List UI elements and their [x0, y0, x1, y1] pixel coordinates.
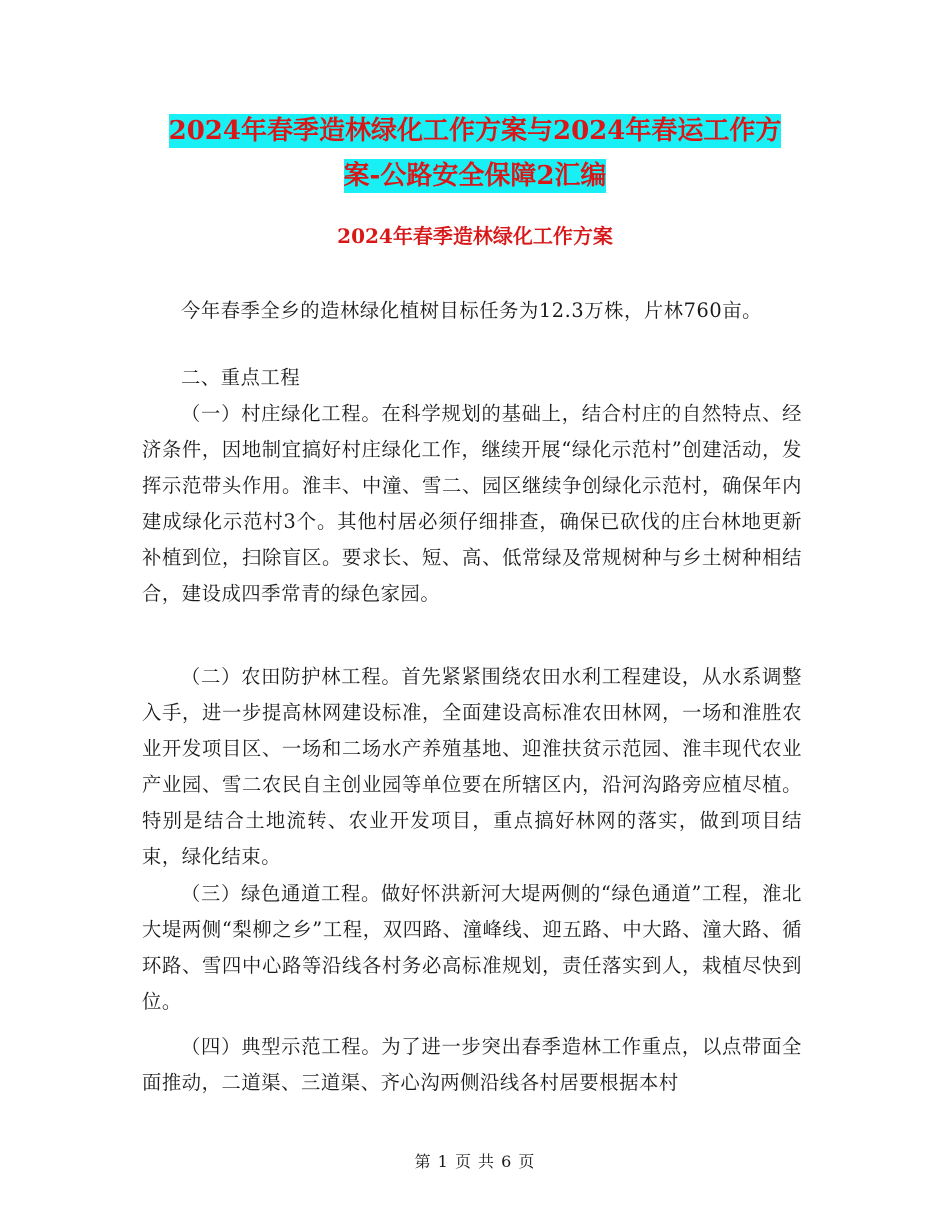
- paragraph-intro: 今年春季全乡的造林绿化植树目标任务为12.3万株，片林760亩。: [181, 299, 762, 322]
- title-highlight-1: 2024年春季造林绿化工作方案与2024年春运工作方: [168, 116, 782, 146]
- document-title-line-2: [0, 153, 950, 199]
- document-title-line-1: [0, 108, 950, 154]
- paragraph-farmland-shelterbelt: （二）农田防护林工程。首先紧紧围绕农田水利工程建设，从水系调整入手，进一步提高林网建设标准，全面建设高标准农田林网，一场和淮胜农业开发项目区、一场和二场水产养殖基地、迎淮扶贫示范园、淮丰现代农业产业园、雪二农民自主创业园等单位要在所辖区内，沿河沟路旁应植尽植。特别是结合土地流转、农业开发项目，重点搞好林网的落实，做到项目结束，绿化结束。: [142, 665, 802, 868]
- paragraph-demonstration: （四）典型示范工程。为了进一步突出春季造林工作重点，以点带面全面推动，二道渠、三道渠、齐心沟两侧沿线各村居要根据本村: [142, 1035, 802, 1094]
- page-footer: 第 1 页 共 6 页: [414, 1152, 536, 1171]
- paragraph-green-corridor: （三）绿色通道工程。做好怀洪新河大堤两侧的“绿色通道”工程，淮北大堤两侧“梨柳之乡”工程，双四路、潼峰线、迎五路、中大路、潼大路、循环路、雪四中心路等沿线各村务必高标准规划，责任落实到人，栽植尽快到位。: [142, 882, 802, 1013]
- paragraph-village-greening: （一）村庄绿化工程。在科学规划的基础上，结合村庄的自然特点、经济条件，因地制宜搞好村庄绿化工作，继续开展“绿化示范村”创建活动，发挥示范带头作用。淮丰、中潼、雪二、园区继续争创绿化示范村，确保年内建成绿化示范村3个。其他村居必须仔细排查，确保已砍伐的庄台林地更新补植到位，扫除盲区。要求长、短、高、低常绿及常规树种与乡土树种相结合，建设成四季常青的绿色家园。: [142, 402, 802, 605]
- section-title: 2024年春季造林绿化工作方案: [337, 224, 613, 248]
- paragraph-heading-key-projects: 二、重点工程: [181, 366, 301, 389]
- title-highlight-2: 案-公路安全保障2汇编: [343, 161, 607, 191]
